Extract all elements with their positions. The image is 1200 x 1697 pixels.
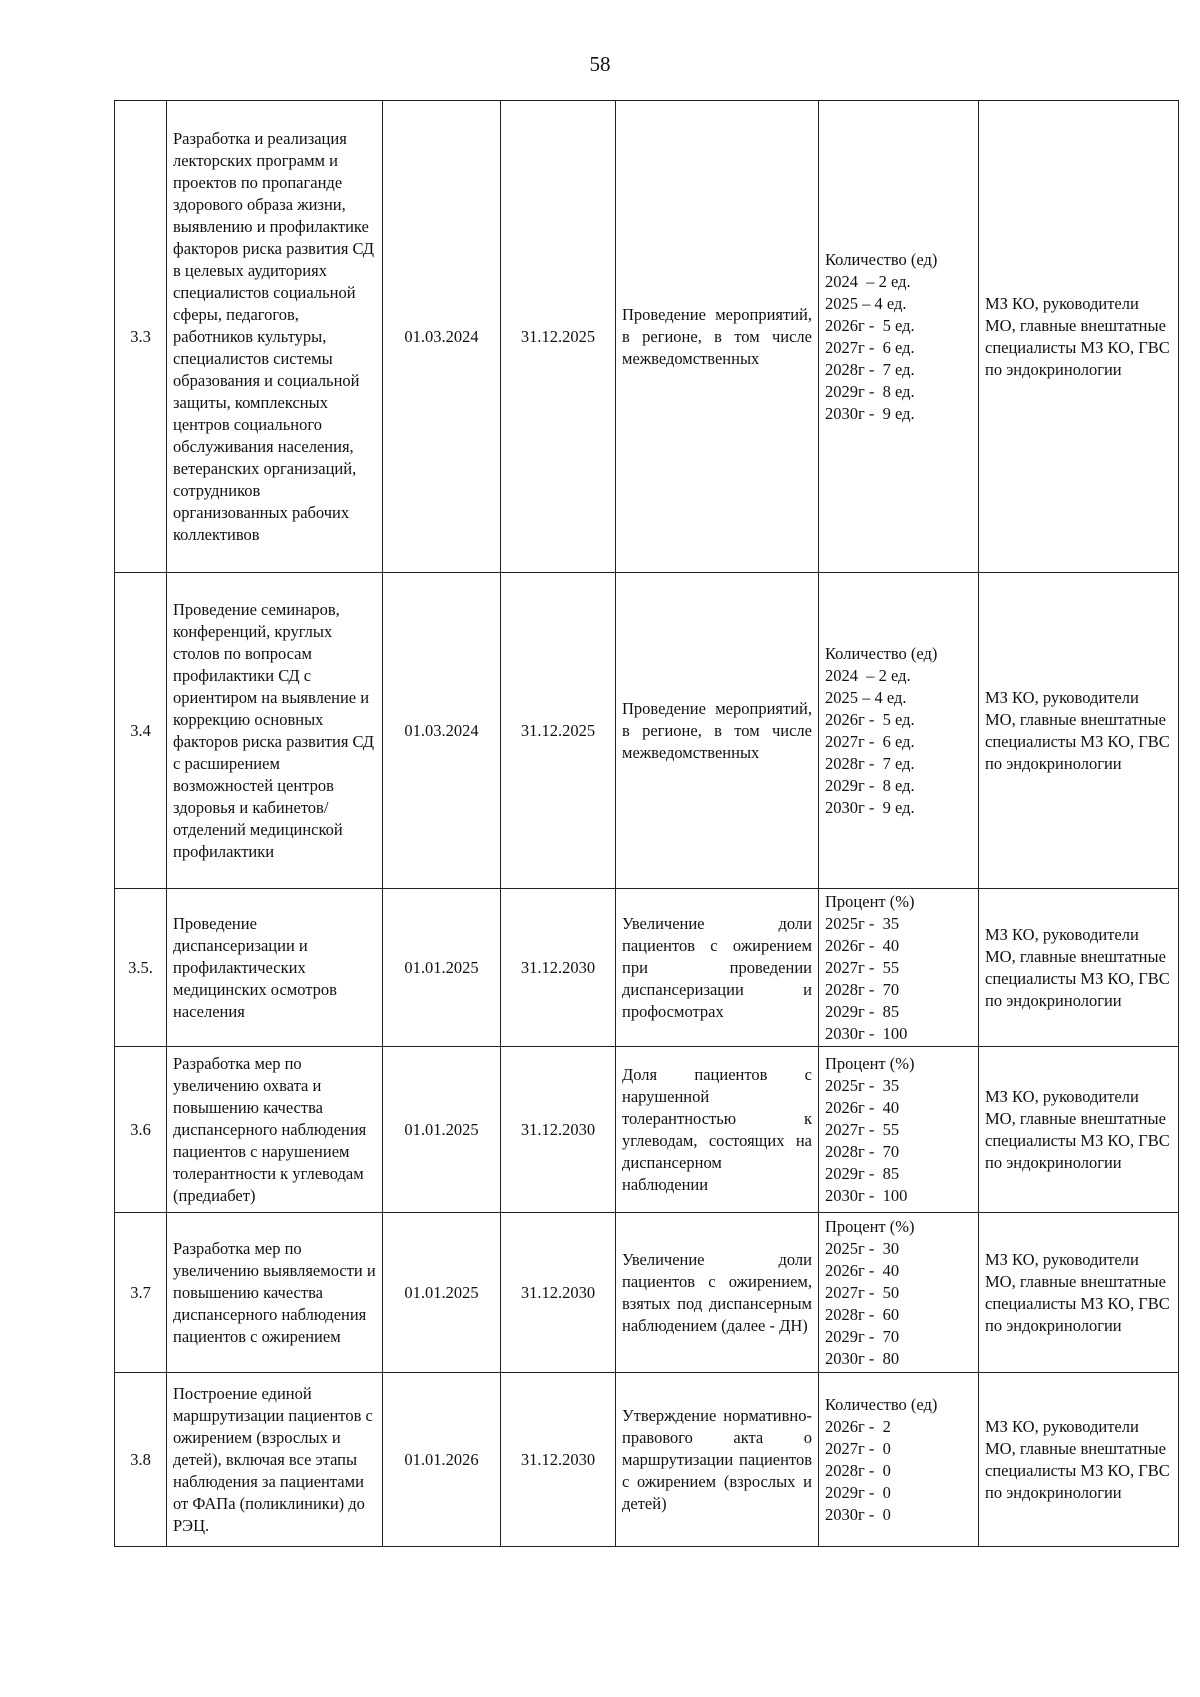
responsible-cell: МЗ КО, руководители МО, главные внештатные специалисты МЗ КО, ГВС по эндокринологии: [979, 573, 1179, 889]
page-number: 58: [589, 52, 611, 76]
item-number-cell: 3.3: [115, 101, 167, 573]
indicator-line: 2030г - 100: [825, 1185, 908, 1205]
indicator-line: 2025 – 4 ед.: [825, 293, 907, 313]
event-description-cell: Проведение диспансеризации и профилактических медицинских осмотров населения: [167, 889, 383, 1047]
indicator-line: 2028г - 60: [825, 1304, 900, 1324]
indicator-line: 2026г - 40: [825, 1260, 900, 1280]
indicator-cell: [819, 101, 979, 573]
event-description-cell: Проведение семинаров, конференций, круглых столов по вопросам профилактики СД с ориентиром на выявление и коррекцию основных факторов риска развития СД с расширением возможностей центров здоровья и кабинетов/отделений медицинской профилактики: [167, 573, 383, 889]
indicator-line: 2030г - 9 ед.: [825, 797, 915, 817]
start-date-cell: 01.01.2026: [383, 1373, 501, 1547]
table-row: [115, 1213, 1179, 1373]
expected-result-cell: Проведение мероприятий, в регионе, в том числе межведомственных: [616, 573, 819, 889]
item-number-cell: 3.4: [115, 573, 167, 889]
end-date-cell: 31.12.2025: [501, 101, 616, 573]
indicator-cell: [819, 573, 979, 889]
indicator-line: 2026г - 2: [825, 1416, 891, 1436]
responsible-cell: МЗ КО, руководители МО, главные внештатные специалисты МЗ КО, ГВС по эндокринологии: [979, 1213, 1179, 1373]
item-number-cell: 3.5.: [115, 889, 167, 1047]
start-date-cell: 01.01.2025: [383, 1047, 501, 1213]
table-row: [115, 101, 1179, 573]
start-date-cell: 01.03.2024: [383, 573, 501, 889]
indicator-line: 2027г - 0: [825, 1438, 891, 1458]
end-date-cell: 31.12.2030: [501, 889, 616, 1047]
indicator-line: 2025 – 4 ед.: [825, 687, 907, 707]
expected-result-cell: Доля пациентов с нарушенной толерантностью к углеводам, состоящих на диспансерном наблюдении: [616, 1047, 819, 1213]
responsible-cell: МЗ КО, руководители МО, главные внештатные специалисты МЗ КО, ГВС по эндокринологии: [979, 1373, 1179, 1547]
end-date-cell: 31.12.2030: [501, 1047, 616, 1213]
indicator-line: 2029г - 85: [825, 1163, 900, 1183]
indicator-cell: [819, 1373, 979, 1547]
expected-result-cell: Проведение мероприятий, в регионе, в том числе межведомственных: [616, 101, 819, 573]
expected-result-cell: Утверждение нормативно-правового акта о маршрутизации пациентов с ожирением (взрослых и детей): [616, 1373, 819, 1547]
indicator-line: 2029г - 70: [825, 1326, 900, 1346]
responsible-cell: МЗ КО, руководители МО, главные внештатные специалисты МЗ КО, ГВС по эндокринологии: [979, 101, 1179, 573]
table-row: [115, 573, 1179, 889]
event-description-cell: Построение единой маршрутизации пациентов с ожирением (взрослых и детей), включая все этапы наблюдения за пациентами от ФАПа (поликлиники) до РЭЦ.: [167, 1373, 383, 1547]
indicator-line: 2028г - 70: [825, 979, 900, 999]
event-description-cell: Разработка мер по увеличению выявляемости и повышению качества диспансерного наблюдения пациентов с ожирением: [167, 1213, 383, 1373]
table-row: [115, 1373, 1179, 1547]
indicator-line: 2030г - 9 ед.: [825, 403, 915, 423]
indicator-line: 2029г - 8 ед.: [825, 775, 915, 795]
indicator-cell: [819, 1047, 979, 1213]
item-number-cell: 3.6: [115, 1047, 167, 1213]
indicator-line: Количество (ед): [825, 643, 938, 663]
indicator-line: 2028г - 70: [825, 1141, 900, 1161]
expected-result-cell: Увеличение доли пациентов с ожирением, взятых под диспансерным наблюдением (далее - ДН): [616, 1213, 819, 1373]
indicator-line: 2030г - 100: [825, 1023, 908, 1043]
responsible-cell: МЗ КО, руководители МО, главные внештатные специалисты МЗ КО, ГВС по эндокринологии: [979, 889, 1179, 1047]
indicator-line: 2029г - 8 ед.: [825, 381, 915, 401]
indicator-line: 2029г - 85: [825, 1001, 900, 1021]
indicator-line: 2027г - 55: [825, 1119, 900, 1139]
event-description-cell: Разработка мер по увеличению охвата и повышению качества диспансерного наблюдения пациентов с нарушением толерантности к углеводам (предиабет): [167, 1047, 383, 1213]
indicator-line: Процент (%): [825, 1053, 915, 1073]
item-number-cell: 3.7: [115, 1213, 167, 1373]
indicator-line: 2027г - 6 ед.: [825, 731, 915, 751]
start-date-cell: 01.03.2024: [383, 101, 501, 573]
indicator-line: 2026г - 40: [825, 1097, 900, 1117]
event-description-cell: Разработка и реализация лекторских программ и проектов по пропаганде здорового образа жизни, выявлению и профилактике факторов риска развития СД в целевых аудиториях специалистов социальной сферы, педагогов, работников культуры, специалистов системы образования и социальной защиты, комплексных центров социального обслуживания населения, ветеранских организаций, сотрудников организованных рабочих коллективов: [167, 101, 383, 573]
indicator-line: 2027г - 55: [825, 957, 900, 977]
indicator-cell: [819, 1213, 979, 1373]
indicator-line: 2024 – 2 ед.: [825, 271, 911, 291]
indicator-line: 2030г - 80: [825, 1348, 900, 1368]
indicator-line: 2026г - 40: [825, 935, 900, 955]
indicator-line: 2027г - 6 ед.: [825, 337, 915, 357]
item-number-cell: 3.8: [115, 1373, 167, 1547]
table-row: [115, 1047, 1179, 1213]
indicator-line: 2025г - 30: [825, 1238, 900, 1258]
indicator-line: 2027г - 50: [825, 1282, 900, 1302]
indicator-cell: [819, 889, 979, 1047]
indicator-line: 2028г - 7 ед.: [825, 753, 915, 773]
indicator-line: Процент (%): [825, 891, 915, 911]
indicator-line: Процент (%): [825, 1216, 915, 1236]
end-date-cell: 31.12.2030: [501, 1213, 616, 1373]
indicator-line: 2026г - 5 ед.: [825, 315, 915, 335]
indicator-line: 2028г - 0: [825, 1460, 891, 1480]
table-row: [115, 889, 1179, 1047]
responsible-cell: МЗ КО, руководители МО, главные внештатные специалисты МЗ КО, ГВС по эндокринологии: [979, 1047, 1179, 1213]
indicator-line: 2029г - 0: [825, 1482, 891, 1502]
indicator-line: 2030г - 0: [825, 1504, 891, 1524]
indicator-line: 2028г - 7 ед.: [825, 359, 915, 379]
end-date-cell: 31.12.2025: [501, 573, 616, 889]
table-body: [115, 101, 1179, 1547]
indicator-line: 2025г - 35: [825, 913, 900, 933]
activity-plan-table: [114, 100, 1179, 1547]
indicator-line: 2024 – 2 ед.: [825, 665, 911, 685]
indicator-line: Количество (ед): [825, 1394, 938, 1414]
indicator-line: Количество (ед): [825, 249, 938, 269]
indicator-line: 2025г - 35: [825, 1075, 900, 1095]
expected-result-cell: Увеличение доли пациентов с ожирением при проведении диспансеризации и профосмотрах: [616, 889, 819, 1047]
end-date-cell: 31.12.2030: [501, 1373, 616, 1547]
start-date-cell: 01.01.2025: [383, 1213, 501, 1373]
start-date-cell: 01.01.2025: [383, 889, 501, 1047]
indicator-line: 2026г - 5 ед.: [825, 709, 915, 729]
